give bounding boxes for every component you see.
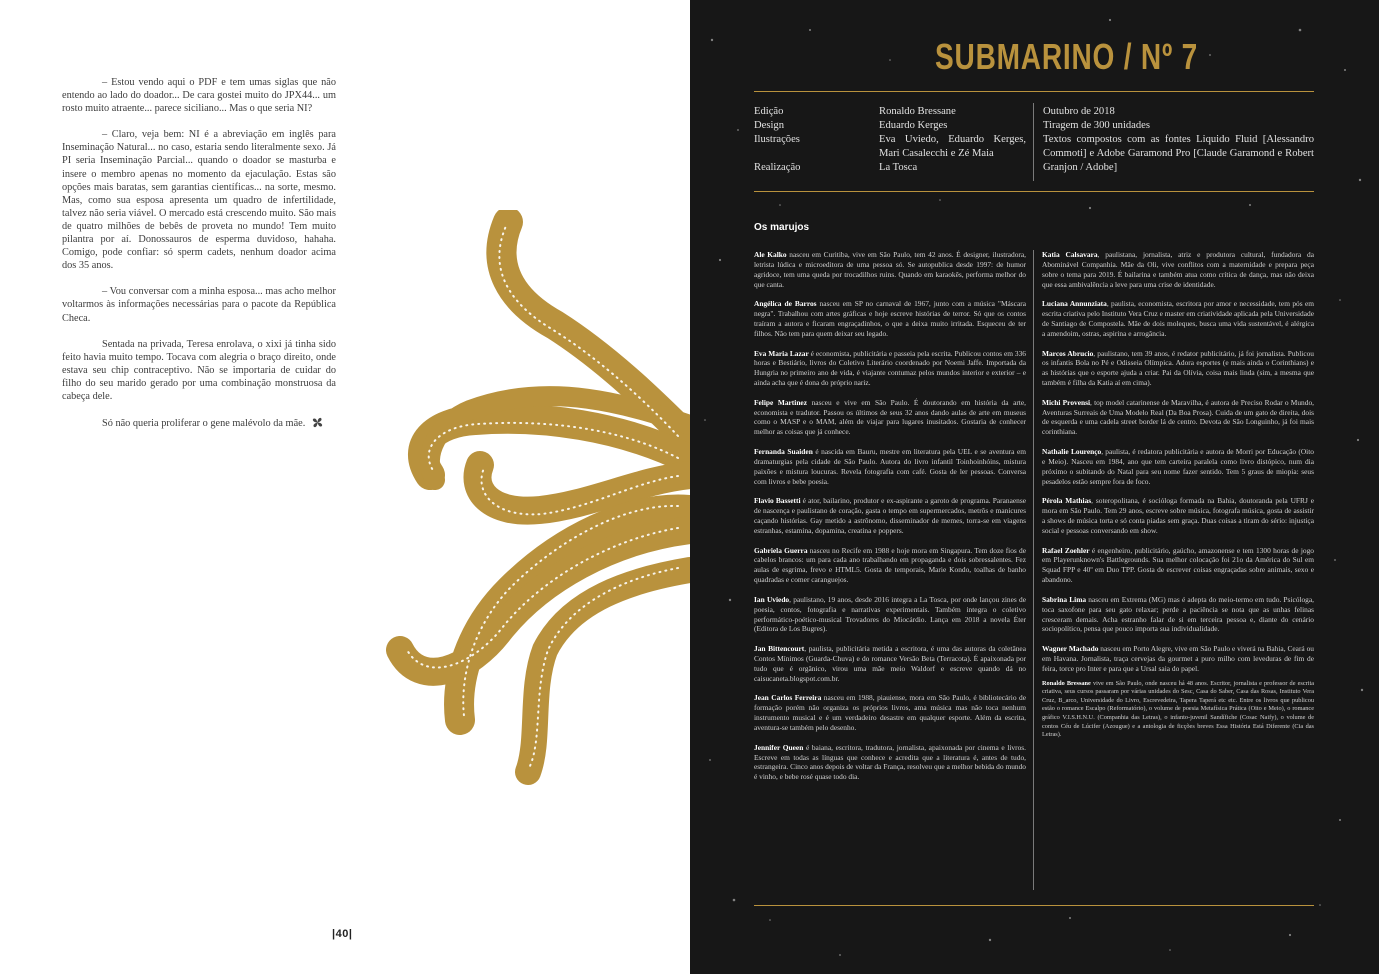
bio-entry: [754, 644, 1026, 683]
bio-name: Ronaldo Bressane: [1042, 679, 1091, 687]
magazine-logo: SUBMARINO / Nº 7: [935, 36, 1198, 77]
credit-name-realizacao: La Tosca: [879, 162, 918, 173]
bio-name: Felipe Martinez: [754, 397, 807, 407]
credit-date: Outubro de 2018: [1043, 106, 1115, 117]
bio-name: Jan Bittencourt: [754, 644, 805, 654]
bio-text: nasceu em Extrema (MG) mas é adepta do meio-termo em tudo. Psicóloga, toca saxofone para seu gato relaxar; perde a paciência se nota que as unhas felinas cresceram demais. Acha estranho falar de si em terceira pessoa e, diante do cenário sociopolítico, pensa que pouco importa sua individualidade.: [1042, 594, 1314, 634]
bio-entry: [1042, 644, 1314, 674]
credit-label-ilustracoes: Ilustrações: [754, 134, 800, 145]
bio-entry: [1042, 349, 1314, 388]
bio-name: Gabriela Guerra: [754, 545, 808, 555]
bio-name: Wagner Machado: [1042, 644, 1099, 654]
story-paragraph: – Estou vendo aqui o PDF e tem umas siglas que não entendo ao lado do doador... De cara gostei muito do JPX44... um rosto muito atraente... parece siciliano... Mas o que seria NI?: [62, 77, 336, 115]
credit-label-edicao: Edição: [754, 106, 784, 117]
bio-text: é baiana, escritora, tradutora, jornalista, apaixonada por cinema e livros. Escreve em todas as línguas que conhece e acredita que a literatura é, antes de tudo, estrangeira. Cinco anos depois de voltar da França, resolveu que a melhor bebida do mundo é vinho, e bebe rosé quase todo dia.: [754, 742, 1027, 782]
bio-entry: [754, 398, 1026, 437]
bio-entry: [754, 743, 1026, 782]
bio-text: é economista, publicitária e passeia pela escrita. Publicou contos em 336 horas e Bestiário, livros do Coletivo Literário coordenado por Noemi Jaffe. Importada da Hungria no primeiro ano de vida, é viajante contumaz pelos mundos interior e exterior – e ainda acha que é dona do próprio nariz.: [754, 348, 1026, 388]
bottom-divider: [754, 905, 1314, 906]
bio-text: , paulista, é redatora publicitária e autora de Morri por Educação (Oito e Meio). Nasceu em 1984, ano que tem carteira paralela como livro distópico, num dia próximo o subitando do Natal para seu nome fazer sentido. Tem 5 graus de miopia: seus pesadelos estão sempre fora de foco.: [1042, 447, 1314, 486]
bio-text: nasceu em Porto Alegre, vive em São Paulo e viverá na Bahia, Ceará ou em Havana. Jornalista, traça cervejas da gourmet a puro milho com leveduras de fim de feira, torce pro Inter e para que a Ursal saia do papel.: [1042, 644, 1314, 673]
bio-name: Flavio Bassetti: [754, 496, 801, 506]
bio-entry: [754, 496, 1026, 535]
bio-text: , paulista, economista, escritora por amor e necessidade, tem pós em escrita criativa pelo Instituto Vera Cruz e master em criatividade aplicada pela Universidade de Santiago de Compostela. Mãe de dois moleques, busca uma vida sustentável, é alérgica a amendoim, ostras, aspirina e arrogância.: [1042, 299, 1314, 338]
bio-entry: [754, 349, 1026, 388]
bio-entry: [1042, 299, 1314, 338]
bio-text: , paulista, publicitária metida a escritora, é uma das autoras da coletânea Contos Mínimos (Guarda-Chuva) e do romance Versão Beta (Terracota). É apaixonada por tudo que é orgânico, virou uma mãe meio Waldorf e escreve quando dá no caisucaneta.blogspot.com.br.: [754, 644, 1026, 683]
credit-label-realizacao: Realização: [754, 162, 801, 173]
credits-block: [754, 105, 1314, 180]
section-title: Os marujos: [754, 222, 810, 233]
story-paragraph: Sentada na privada, Teresa enrolava, o xixi já tinha sido feito havia muito tempo. Tocava com alegria o braço direito, onde estava seu chip contraceptivo. Não se importaria de cuidar do filho do seu marido gerado por uma combinação monstruosa da cabeça dele.: [62, 338, 336, 402]
bio-name: Ian Uviedo: [754, 594, 790, 604]
bio-text: é nascida em Bauru, mestre em literatura pela UEL e se aventura em dramaturgias pela cidade de São Paulo. Autora do livro infantil Toinhoinhóins, mistura paixões e mistura loucuras. Revela fotografia com café. Gosta de ler pessoas. Conversa com livros e bebe poesia.: [754, 447, 1026, 486]
bio-name: Marcos Abrucio: [1042, 348, 1094, 358]
bio-name: Nathalie Lourenço: [1042, 447, 1102, 457]
bio-entry: [1042, 447, 1314, 486]
bios-column-left: [754, 250, 1026, 792]
bio-entry: [754, 447, 1026, 486]
bio-text: vive em São Paulo, onde nasceu há 48 anos. Escritor, jornalista e professor de escrita criativa, seus cursos passaram por várias unidades do Sesc, Casa do Saber, Casa das Rosas, Instituto Vera Cruz, B_arco, Universidade do Livro, Escrevedeira, Tapera Taperá etc etc. Entre os livros que publicou estão o romance Escalpo (Reformatório), o volume de poesia Metafísica Prática (Oito e Meio), o romance gráfico V.I.S.H.N.U. (Companhia das Letras), o infanto-juvenil Sandífiche (Cosac Naify), o volume de contos Céu de Lúcifer (Azougue) e a antologia de ficções breves Essa História Está Diferente (Cia das Letras).: [1042, 679, 1315, 739]
bio-text: é engenheiro, publicitário, gaúcho, amazonense e tem 1300 horas de jogo em Playerunknown's Battlegrounds. Sua melhor colocação foi 21o da América do Sul em Squad FPP e 40º em Duo TPP. Gosta de escrever coisas engraçadas sobre animais, sexo e abandono.: [1042, 545, 1315, 585]
bio-entry: [754, 595, 1026, 634]
credits-labels: [754, 105, 864, 175]
bio-name: Pérola Mathias: [1042, 496, 1092, 506]
credit-fonts: Textos compostos com as fontes Liquido Fluid [Alessandro Commoti] e Adobe Garamond Pro [Claude Garamond e Robert Granjon / Adobe]: [1043, 134, 1314, 173]
bio-entry: [1042, 595, 1314, 634]
bio-text: é ator, bailarino, produtor e ex-aspirante a garoto de programa. Paranaense de nascença e paulistano de coração, gasta o tempo em supermercados, metrôs e manicures caçando histórias. Gay metido a astrônomo, disseminador de memes, torra-se em viagens estranhas, estamina, dopamina, creatina e poppers.: [754, 496, 1026, 535]
bio-text: nasceu e vive em São Paulo. É doutorando em história da arte, economista e tradutor. Passou os últimos de seus 32 anos dando aulas de arte em museus como o MASP e o MAM, além de viajar para lugares inusitados. Gostaria de conhecer melhor as coisas que já conhece.: [754, 397, 1026, 437]
bio-text: , top model catarinense de Maravilha, é autora de Preciso Rodar o Mundo, Aventuras Surreais de Uma Modelo Real (Da Boa Prosa). Cuida de um gato de direita, dois de esquerda e uma cadela street border lá de centro. Devota de São Longuinho, já foi mais corinthiana.: [1042, 397, 1314, 437]
bio-name: Fernanda Suaiden: [754, 447, 813, 457]
bio-name: Jennifer Queen: [754, 742, 804, 752]
bio-text: , paulistano, tem 39 anos, é redator publicitário, já foi jornalista. Publicou os infantis Bola no Pé e Odisseia Olímpica. Adora esportes (e mais ainda o Corinthians) e as histórias que o esporte ajuda a criar. Pai da Olívia, coisa mais linda (sim, a mesma que também é filha da Katia aí em cima).: [1042, 348, 1314, 388]
bio-entry: [754, 299, 1026, 338]
story-paragraph-last: [62, 416, 336, 430]
bio-name: Ale Kalko: [754, 250, 787, 259]
bio-entry: [1042, 250, 1314, 289]
credits-separator: [1033, 103, 1034, 181]
bio-text: nasceu em SP no carnaval de 1967, junto com a música "Máscara negra". Trabalhou com artes gráficas e hoje escreve histórias de terror. Só que os contos traíram a autora e ficaram engraçadinhos, o que a deixa muito irritada. Esqueceu de ter filhos. Não tem para quem deixar seu legado.: [754, 299, 1026, 338]
story-last-line: Só não queria proliferar o gene malévolo da mãe.: [102, 418, 306, 430]
bio-name: Katia Calsavara: [1042, 250, 1098, 259]
top-divider: [754, 91, 1314, 92]
bio-name: Jean Carlos Ferreira: [754, 693, 822, 703]
credits-divider: [754, 191, 1314, 192]
bio-name: Luciana Annunziata: [1042, 299, 1107, 309]
credit-name-ilustracoes: Eva Uviedo, Eduardo Kerges, Mari Casalecchi e Zé Maia: [879, 134, 1026, 159]
page-number: |40|: [332, 928, 353, 940]
credits-names: [879, 105, 1026, 175]
bio-text: , soteropolitana, é socióloga formada na Bahia, doutoranda pela UFRJ e mora em São Paulo. Tem 29 anos, escreve sobre música, fotografa música, gosta de assistir a shows de música torta e só conta piadas sem graça. Duas coisas a tiram do sério: injustiça social e pessoas conversando em show.: [1042, 496, 1315, 535]
story-paragraph: – Vou conversar com a minha esposa... mas acho melhor voltarmos às informações necessárias para o pacote da República Checa.: [62, 286, 336, 324]
bio-entry: [1042, 546, 1314, 585]
bio-name: Michi Provensi: [1042, 397, 1091, 407]
credit-label-design: Design: [754, 120, 785, 131]
bio-name: Eva Maria Lazar: [754, 348, 809, 358]
bio-text: , paulistana, jornalista, atriz e produtora cultural, fundadora da Abominável Companhia. Mãe da Oli, vive conflitos com a maternidade e prepara peça sobre o tema para 2019. É bailarina e também atua como crítica de dança, mas não deixa que essa ambivalência a leve para uma crise de identidade.: [1042, 250, 1314, 289]
bio-text: nasceu no Recife em 1988 e hoje mora em Singapura. Tem doze fios de cabelos brancos: um para cada ano trabalhando em propaganda e dois sobressalentes. Fez aulas de esgrima, frevo e HTML5. Gosta de temporais, Marie Kondo, toalhas de banho quadradas e comer caranguejos.: [754, 545, 1026, 585]
bio-entry: [754, 693, 1026, 732]
bio-entry: [1042, 398, 1314, 437]
bio-entry: [754, 250, 1026, 289]
credits-info: [1043, 105, 1314, 175]
credit-print-run: Tiragem de 300 unidades: [1043, 120, 1151, 131]
right-page: [690, 0, 1379, 974]
octopus-tentacles-illustration: [360, 210, 690, 790]
credit-label-spacer: [754, 147, 864, 161]
bio-entry: [754, 546, 1026, 585]
bio-name: Rafael Zoehler: [1042, 545, 1090, 555]
bio-text: nasceu em Curitiba, vive em São Paulo, tem 42 anos. É designer, ilustradora, letrista lúdica e microeditora de uma pessoa só. Se autopublica desde 1997: de humor agridoce, tem uma queda por trocadilhos ruins. Quando em karaokês, performa melhor do que canta.: [754, 250, 1026, 289]
bios-column-right: [1042, 250, 1314, 750]
bio-text: , paulistano, 19 anos, desde 2016 integra a La Tosca, por onde lançou zines de poesia, contos, fotografia e narrativas experimentais. Também integra o coletivo performático-poético-musical Trovadores do Miocárdio. Lança em 2018 a novela Éter (Editora de Los Bugres).: [754, 594, 1027, 634]
credit-name-design: Eduardo Kerges: [879, 120, 948, 131]
story-text: [62, 76, 336, 430]
bio-name: Sabrina Lima: [1042, 594, 1087, 604]
bio-name: Angélica de Barros: [754, 299, 817, 309]
bio-text: nasceu em 1988, piauiense, mora em São Paulo, é bibliotecário de formação porém não organiza os próprios livros, ama música mas não toca nenhum instrumento musical e é um verdadeiro desastre em qualquer esporte. Além da escrita, aventura-se também pelo desenho.: [754, 693, 1027, 732]
bio-entry: [1042, 496, 1314, 535]
bio-entry-editor: [1042, 680, 1314, 740]
credit-name-edicao: Ronaldo Bressane: [879, 106, 956, 117]
column-separator: [1033, 250, 1034, 890]
story-paragraph: – Claro, veja bem: NI é a abreviação em inglês para Inseminação Natural... no caso, estaria sendo literalmente sexo. Já PI seria Inseminação Parcial... quando o doador se masturba e insere o membro apenas no momento da ejaculação. Estas são opções mais baratas, sem garantias científicas... na sorte, mesmo. Mas, como sua esposa apresenta um quadro de infertilidade, talvez não seria viável. O mercado está crescendo muito. São mais de quatro milhões de bebês de proveta no mundo! Tem muito pilantra por aí. Donossauros de esperma duvidoso, hahaha. Comigo, pode confiar: só sperm cadets, nenhum doador acima dos 35 anos.: [62, 129, 336, 272]
flower-icon: [311, 416, 324, 429]
